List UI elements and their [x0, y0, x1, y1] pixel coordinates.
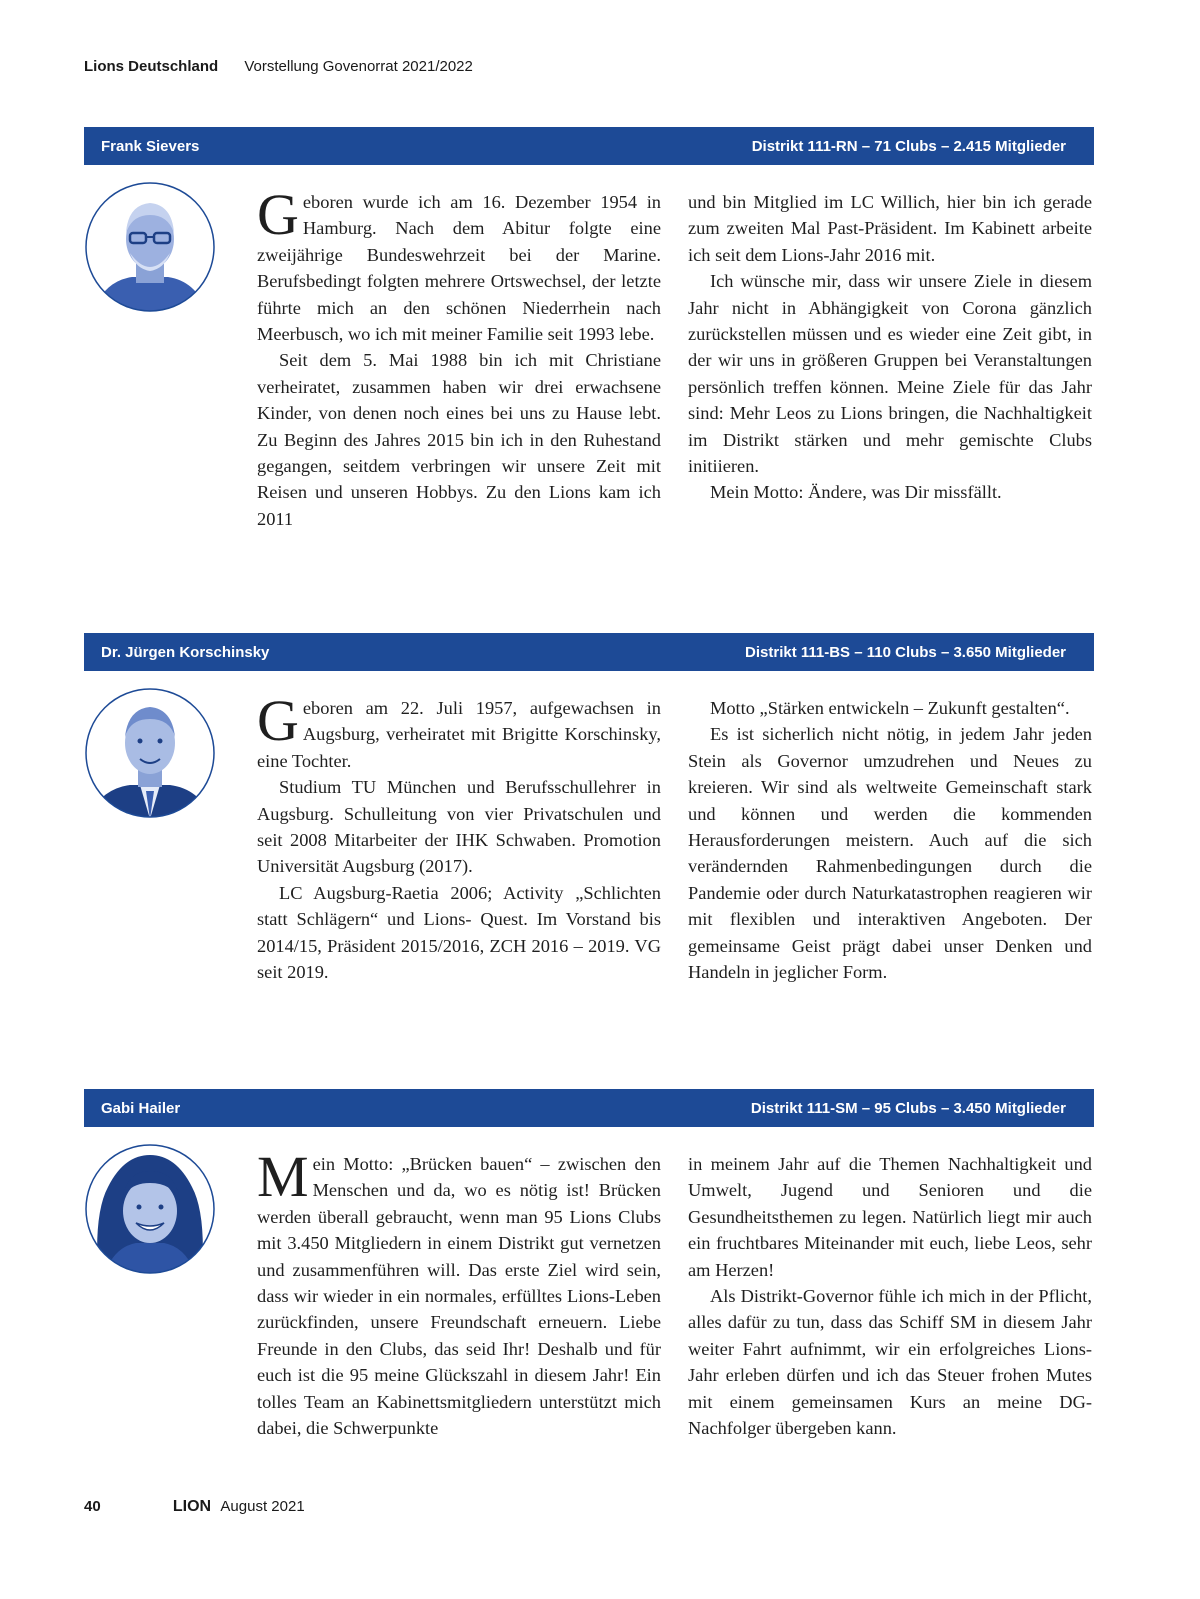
- paragraph: LC Augsburg-Raetia 2006; Activity „Schlichten statt Schlägern“ und Lions- Quest. Im Vorstand bis 2014/15, Präsident 2015/2016, ZCH 2016 – 2019. VG seit 2019.: [257, 882, 661, 983]
- paragraph: Es ist sicherlich nicht nötig, in jedem Jahr jeden Stein als Governor umzudrehen und Neues zu kreieren. Wir sind als weltweite Gemeinschaft stark und können und werden die kommenden Herausforderungen meistern. Auch auf die sich verändernden Rahmenbedingungen durch die Pandemie oder durch Naturkatastrophen reagieren wir mit flexiblen und interaktiven Angeboten. Der gemeinsame Geist prägt dabei unser Denken und Handeln in jeglicher Form.: [688, 724, 1092, 983]
- paragraph: Studium TU München und Berufsschullehrer in Augsburg. Schulleitung von vier Privatschulen und seit 2008 Mitarbeiter der IHK Schwaben. Promotion Universität Augsburg (2017).: [257, 777, 661, 877]
- publication-name: Lions Deutschland: [84, 58, 219, 75]
- portrait-photo: [84, 181, 216, 313]
- text-column-left: [257, 1144, 661, 1441]
- district-info: Distrikt 111-RN – 71 Clubs – 2.415 Mitglieder: [751, 137, 1066, 155]
- district-info: Distrikt 111-SM – 95 Clubs – 3.450 Mitglieder: [750, 1099, 1066, 1117]
- paragraph: in meinem Jahr auf die Themen Nachhaltigkeit und Umwelt, Jugend und Senioren und die Gesundheitsthemen zu legen. Natürlich liegt mir auch ein fruchtbares Miteinander mit euch, liebe Leos, sehr am Herzen!: [688, 1154, 1092, 1280]
- profile-header-bar: [84, 127, 1094, 165]
- profile-header-bar: [84, 1089, 1094, 1127]
- running-head: [84, 58, 473, 75]
- profile-name: Gabi Hailer: [101, 1099, 181, 1117]
- paragraph: und bin Mitglied im LC Willich, hier bin ich gerade zum zweiten Mal Past-Präsident. Im Kabinett arbeite ich seit dem Lions-Jahr 2016 mit.: [688, 192, 1092, 265]
- drop-cap: G: [257, 182, 299, 247]
- paragraph: Mein Motto: Ändere, was Dir missfällt.: [710, 482, 1002, 503]
- page-number: 40: [84, 1498, 101, 1515]
- magazine-name: LION: [172, 1498, 212, 1515]
- paragraph: eboren am 22. Juli 1957, aufgewachsen in Augsburg, verheiratet mit Brigitte Korschinsky, eine Tochter.: [257, 698, 661, 771]
- text-column-left: [257, 688, 661, 985]
- page-footer: [84, 1498, 305, 1516]
- drop-cap: G: [257, 688, 299, 753]
- profile-section-korschinsky: [84, 633, 1094, 983]
- paragraph: Seit dem 5. Mai 1988 bin ich mit Christiane verheiratet, zusammen haben wir drei erwachsene Kinder, von denen noch eines bei uns zu Hause lebt. Zu Beginn des Jahres 2015 bin ich in den Ruhestand gegangen, seitdem verbringen wir unsere Zeit mit Reisen und unseren Hobbys. Zu den Lions kam ich 2011: [257, 350, 661, 529]
- text-column-left: [257, 182, 661, 532]
- drop-cap: M: [257, 1144, 309, 1209]
- text-column-right: [688, 1151, 1092, 1441]
- profile-name: Dr. Jürgen Korschinsky: [101, 643, 270, 661]
- profile-section-sievers: [84, 127, 1094, 529]
- portrait-photo: [84, 1143, 216, 1275]
- paragraph: Motto „Stärken entwickeln – Zukunft gestalten“.: [710, 698, 1070, 718]
- portrait-photo: [84, 687, 216, 819]
- district-info: Distrikt 111-BS – 110 Clubs – 3.650 Mitglieder: [745, 643, 1066, 661]
- text-column-right: [688, 189, 1092, 506]
- profile-name: Frank Sievers: [101, 137, 200, 155]
- paragraph: ein Motto: „Brücken bauen“ – zwischen den Menschen und da, wo es nötig ist! Brücken werden überall gebraucht, wenn man 95 Lions Clubs mit 3.450 Mitgliedern in einem Distrikt gut vernetzen und zusammenführen will. Das erste Ziel wird sein, dass wir wieder in ein normales, erfülltes Lions-Leben zurückfinden, unsere Freundschaft erneuern. Liebe Freunde in den Clubs, das seid Ihr! Deshalb und für euch ist die 95 meine Glückszahl in diesem Jahr! Ein tolles Team an Kabinettsmitgliedern unterstützt mich dabei, die Schwerpunkte: [257, 1154, 661, 1439]
- issue-date: August 2021: [220, 1498, 305, 1515]
- profile-section-hailer: [84, 1089, 1094, 1439]
- paragraph: Ich wünsche mir, dass wir unsere Ziele in diesem Jahr nicht in Abhängigkeit von Corona gänzlich zurückstellen müssen und es wieder eine Zeit gibt, in der wir uns in größeren Gruppen bei Veranstaltungen persönlich treffen können. Meine Ziele für das Jahr sind: Mehr Leos zu Lions bringen, die Nachhaltigkeit im Distrikt stärken und mehr gemischte Clubs initiieren.: [688, 271, 1092, 477]
- profile-header-bar: [84, 633, 1094, 671]
- paragraph: eboren wurde ich am 16. Dezember 1954 in Hamburg. Nach dem Abitur folgte eine zweijährige Bundeswehrzeit bei der Marine. Berufsbedingt folgten mehrere Ortswechsel, der letzte führte mich an den schönen Niederrhein nach Meerbusch, wo ich mit meiner Familie seit 1993 lebe.: [257, 192, 661, 345]
- text-column-right: [688, 695, 1092, 985]
- section-title: Vorstellung Govenorrat 2021/2022: [244, 58, 473, 75]
- paragraph: Als Distrikt-Governor fühle ich mich in der Pflicht, alles dafür zu tun, dass das Schiff SM in diesem Jahr weiter Fahrt aufnimmt, wir ein erfolgreiches Lions-Jahr erleben dürfen und ich das Steuer frohen Mutes mit einem gemeinsamen Kurs an meine DG-Nachfolger übergeben kann.: [688, 1286, 1092, 1439]
